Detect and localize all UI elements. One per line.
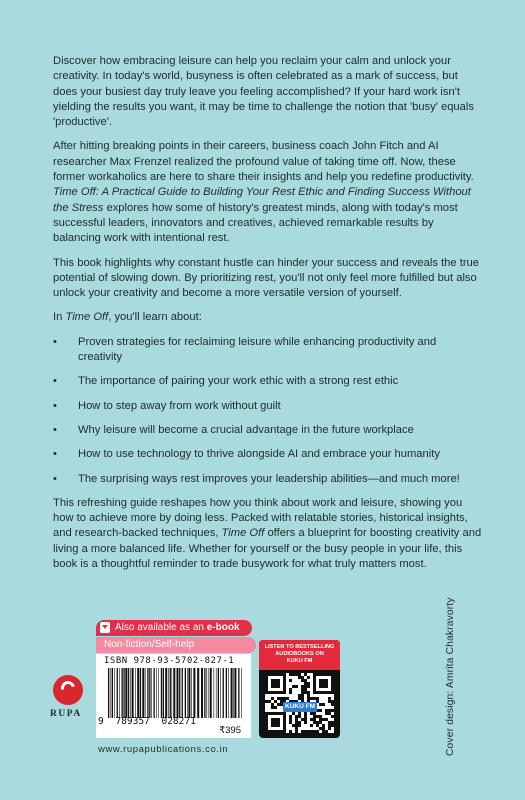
cover-design-credit: Cover design: Amrita Chakravorty (445, 597, 456, 756)
list-item: • The importance of pairing your work ethic with a strong rest ethic (53, 374, 483, 389)
download-icon (100, 622, 110, 633)
bullet-icon: • (53, 423, 57, 436)
kuku-fm-badge: KUKU FM (283, 702, 317, 712)
bullet-icon: • (53, 375, 57, 388)
book-full-title: Time Off: A Practical Guide to Building Your Rest Ethic and Finding Success Without the Stress (53, 186, 471, 214)
ebook-availability-tag: Also available as an e-book (96, 620, 252, 636)
learning-list (53, 335, 483, 487)
list-item: • How to step away from work without guilt (53, 399, 483, 414)
authors-paragraph: After hitting breaking points in their careers, business coach John Fitch and AI researcher Max Frenzel realized the profound value of taking time off. Now, these former workaholics are here to share their insights and help you redefine productivity. Time Off: A Practical Guide to Building Your Rest Ethic and Finding Success Without the Stress explores how some of history's greatest minds, along with today's most successful leaders, innovators and creatives, achieved remarkable results by balancing work with intentional rest. (53, 140, 474, 245)
isbn-number: ISBN 978-93-5702-827-1 (104, 656, 235, 666)
publisher-name: RUPA (50, 709, 82, 719)
book-title: Time Off (221, 527, 265, 540)
learn-about-intro: In Time Off, you'll learn about: (53, 311, 202, 324)
list-item: • How to use technology to thrive alongside AI and embrace your humanity (53, 447, 483, 462)
audiobook-promo-text: LISTEN TO BESTSELLING AUDIOBOOKS ON KUKU FM (259, 640, 340, 670)
genre-label: Non-fiction/Self-help (96, 637, 256, 653)
barcode (96, 654, 251, 738)
list-item: • Proven strategies for reclaiming leisure while enhancing productivity and creativity (53, 335, 437, 364)
back-cover-body (53, 54, 483, 581)
bullet-icon: • (53, 448, 57, 461)
book-title: Time Off (65, 311, 109, 324)
audiobook-qr-card (259, 640, 340, 738)
intro-paragraph: Discover how embracing leisure can help you reclaim your calm and unlock your creativity. In today's world, busyness is often celebrated as a mark of success, but does your busiest day truly leave you feeling accomplished? If your hard work isn't yielding the results you want, it may be time to challenge the notion that 'busy' equals 'productive'. (53, 55, 474, 129)
barcode-bars (108, 668, 243, 718)
barcode-digits: 9 789357 028271 (98, 716, 196, 727)
list-item: • Why leisure will become a crucial advantage in the future workplace (53, 423, 483, 438)
list-item: • The surprising ways rest improves your leadership abilities—and much more! (53, 472, 483, 487)
rupa-logo-icon (53, 675, 83, 705)
bullet-icon: • (53, 335, 57, 348)
bullet-icon: • (53, 472, 57, 485)
closing-paragraph: This refreshing guide reshapes how you think about work and leisure, showing you how to achieve more by doing less. Packed with relatable stories, historical insights, and research-backed techniques, Time Off offers a blueprint for boosting creativity and living a more balanced life. Whether for yourself or the busy people in your life, this book is a thoughtful reminder to trade busywork for what truly matters most. (53, 496, 482, 571)
publisher-website: www.rupapublications.co.in (98, 744, 229, 755)
highlights-paragraph: This book highlights why constant hustle can hinder your success and reveals the true potential of slowing down. By prioritizing rest, you'll not only feel more fulfilled but also unlock your creativity and become a more versatile version of yourself. (53, 256, 479, 300)
bullet-icon: • (53, 399, 57, 412)
price-label: ₹395 (219, 725, 241, 736)
